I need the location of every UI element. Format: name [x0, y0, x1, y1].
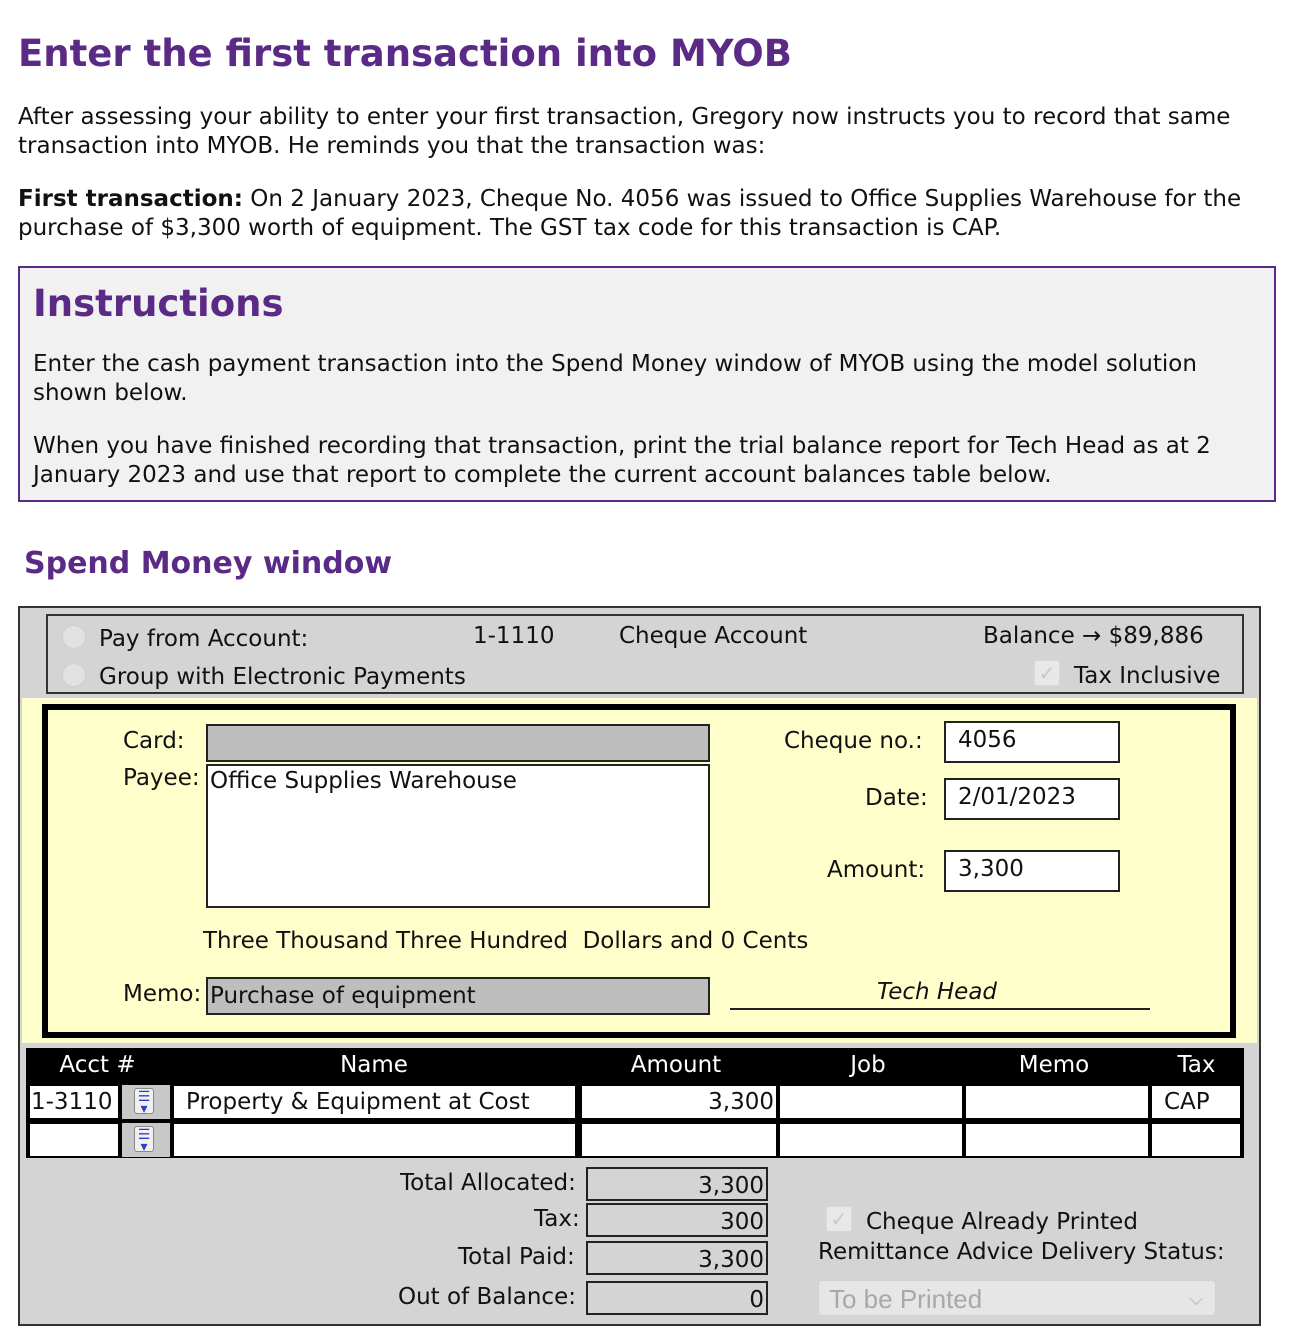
list-picker-icon: ☰ ▾ — [134, 1126, 154, 1152]
out-of-balance-label: Out of Balance: — [398, 1284, 576, 1310]
row2-acct[interactable] — [30, 1124, 118, 1156]
first-transaction-paragraph — [18, 185, 1286, 243]
memo-label: Memo: — [123, 981, 202, 1007]
group-electronic-label: Group with Electronic Payments — [99, 664, 466, 690]
cheque-no-label: Cheque no.: — [784, 728, 923, 754]
out-of-balance-value: 0 — [586, 1281, 768, 1315]
row1-tax[interactable]: CAP — [1152, 1086, 1240, 1118]
row1-memo[interactable] — [966, 1086, 1148, 1118]
section-title: Spend Money window — [24, 546, 393, 581]
group-electronic-radio[interactable] — [62, 663, 86, 687]
header-acct: Acct # — [59, 1052, 136, 1078]
account-header — [46, 614, 1244, 694]
header-job: Job — [850, 1052, 886, 1078]
page-title: Enter the first transaction into MYOB — [18, 32, 792, 75]
date-label: Date: — [865, 785, 928, 811]
row2-tax[interactable] — [1152, 1124, 1240, 1156]
remittance-label: Remittance Advice Delivery Status: — [818, 1239, 1225, 1265]
remittance-status-select[interactable] — [818, 1280, 1216, 1316]
signature-text: Tech Head — [877, 979, 998, 1005]
row1-name[interactable]: Property & Equipment at Cost — [174, 1086, 575, 1118]
account-code[interactable]: 1-1110 — [473, 623, 555, 649]
payee-field[interactable]: Office Supplies Warehouse — [206, 764, 710, 908]
date-field[interactable]: 2/01/2023 — [944, 778, 1120, 820]
memo-field[interactable]: Purchase of equipment — [206, 977, 710, 1015]
first-transaction-text: On 2 January 2023, Cheque No. 4056 was issued to Office Supplies Warehouse for the purchase of $3,300 worth of equipment. The GST tax code for this transaction is CAP. — [18, 186, 1242, 241]
total-allocated-value: 3,300 — [586, 1167, 768, 1201]
tax-value: 300 — [586, 1203, 768, 1237]
row1-acct[interactable]: 1-3110 — [30, 1086, 118, 1118]
instructions-paragraph-2: When you have finished recording that transaction, print the trial balance report for Tech Head as at 2 January 2023 and use that report to complete the current account balances table below. — [33, 433, 1211, 488]
pay-from-label: Pay from Account: — [99, 626, 309, 652]
instructions-paragraph-1: Enter the cash payment transaction into the Spend Money window of MYOB using the model solution shown below. — [33, 351, 1197, 406]
tax-inclusive-checkbox[interactable]: ✓ — [1034, 660, 1060, 686]
amount-label: Amount: — [827, 857, 926, 883]
remittance-status-value: To be Printed — [829, 1284, 983, 1314]
total-paid-value: 3,300 — [586, 1241, 768, 1275]
cheque-printed-checkbox[interactable]: ✓ — [826, 1206, 852, 1232]
cheque-printed-label: Cheque Already Printed — [866, 1209, 1138, 1235]
tax-label: Tax: — [534, 1206, 580, 1232]
row2-amount[interactable] — [582, 1124, 776, 1156]
first-transaction-label: First transaction: — [18, 186, 243, 212]
payee-label: Payee: — [123, 765, 200, 791]
cheque-panel — [42, 704, 1236, 1038]
cheque-no-field[interactable]: 4056 — [944, 721, 1120, 763]
allocation-grid — [26, 1048, 1244, 1158]
instructions-box — [18, 266, 1276, 502]
signature-line — [730, 1008, 1150, 1010]
chevron-down-icon: ⌵ — [1189, 1289, 1203, 1309]
row2-memo[interactable] — [966, 1124, 1148, 1156]
pay-from-radio[interactable] — [62, 625, 86, 649]
cheque-area — [22, 698, 1257, 1043]
spend-money-window — [18, 606, 1261, 1326]
card-field[interactable] — [206, 724, 710, 762]
instructions-title: Instructions — [33, 282, 284, 325]
row1-amount[interactable]: 3,300 — [582, 1086, 776, 1118]
header-tax: Tax — [1177, 1052, 1216, 1078]
row2-name[interactable] — [174, 1124, 575, 1156]
list-picker-icon: ☰ ▾ — [134, 1088, 154, 1114]
header-name: Name — [340, 1052, 408, 1078]
header-amount: Amount — [630, 1052, 722, 1078]
row2-job[interactable] — [780, 1124, 962, 1156]
account-name: Cheque Account — [619, 623, 808, 649]
header-memo: Memo — [1018, 1052, 1090, 1078]
amount-field[interactable]: 3,300 — [944, 850, 1120, 892]
total-allocated-label: Total Allocated: — [400, 1170, 576, 1196]
row1-job[interactable] — [780, 1086, 962, 1118]
row1-account-picker[interactable] — [122, 1085, 170, 1119]
account-balance: Balance → $89,886 — [983, 623, 1204, 649]
row2-account-picker[interactable] — [122, 1123, 170, 1157]
intro-paragraph: After assessing your ability to enter your first transaction, Gregory now instructs you to record that same transaction into MYOB. He reminds you that the transaction was: — [18, 104, 1231, 159]
tax-inclusive-label: Tax Inclusive — [1074, 663, 1221, 689]
amount-in-words: Three Thousand Three Hundred Dollars and 0 Cents — [203, 928, 809, 954]
card-label: Card: — [123, 728, 185, 754]
total-paid-label: Total Paid: — [458, 1244, 575, 1270]
